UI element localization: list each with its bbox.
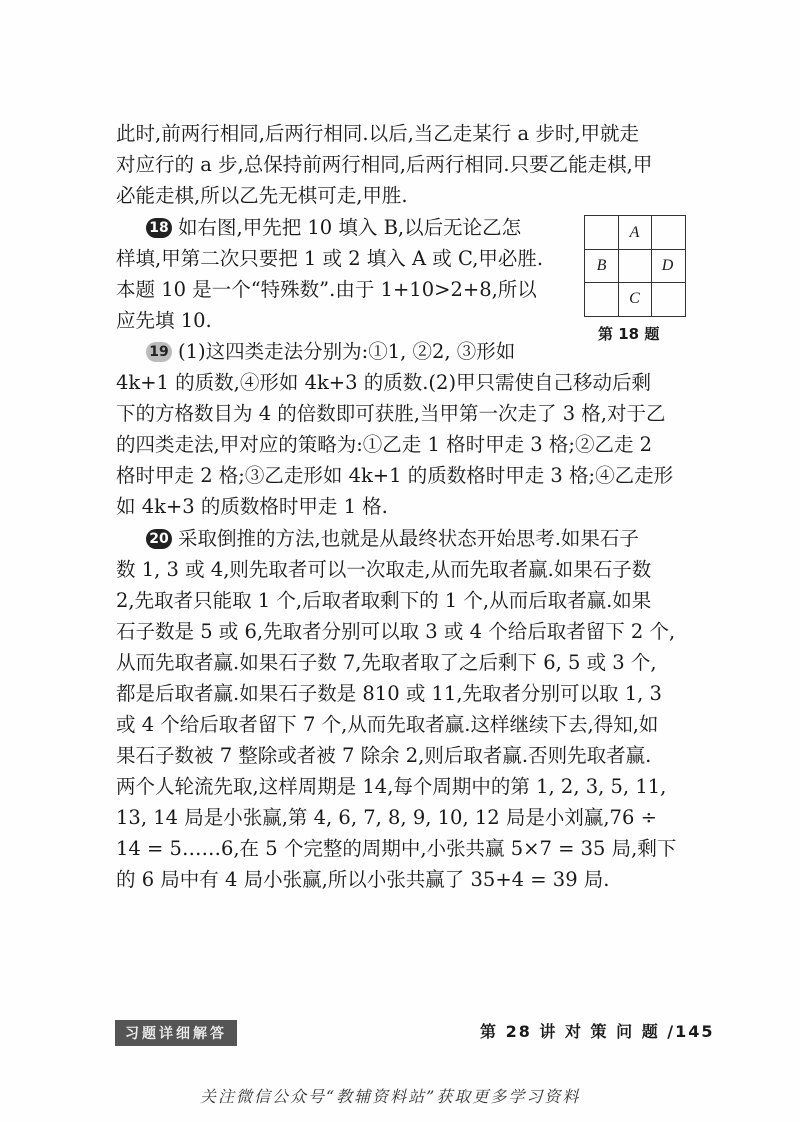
text-line: 13, 14 局是小张赢,第 4, 6, 7, 8, 9, 10, 12 局是小刘赢,76 ÷	[116, 806, 657, 829]
grid-label-d: D	[661, 256, 674, 274]
footer-chapter-page: 第 28 讲 对 策 问 题 /145	[480, 1022, 715, 1041]
text-line: 石子数是 5 或 6,先取者分别可以取 3 或 4 个给后取者留下 2 个,	[116, 620, 676, 643]
text-line: 采取倒推的方法,也就是从最终状态开始思考.如果石子	[178, 527, 639, 550]
text-line: 如 4k+3 的质数格时甲走 1 格.	[116, 495, 388, 518]
text-line: 14 = 5……6,在 5 个完整的周期中,小张共赢 5×7 = 35 局,剩下	[116, 837, 677, 860]
text-line: 本题 10 是一个“特殊数”.由于 1+10>2+8,所以	[116, 278, 537, 301]
text-line: 两个人轮流先取,这样周期是 14,每个周期中的第 1, 2, 3, 5, 11,	[116, 775, 667, 798]
text-line: 的 6 局中有 4 局小张赢,所以小张共赢了 35+4 = 39 局.	[116, 868, 610, 891]
text-line: 的四类走法,甲对应的策略为:①乙走 1 格时甲走 3 格;②乙走 2	[116, 433, 653, 456]
grid-label-b: B	[596, 256, 607, 274]
grid-figure	[584, 215, 686, 317]
text-line: 必能走棋,所以乙先无棋可走,甲胜.	[116, 184, 408, 207]
text-line: 此时,前两行相同,后两行相同.以后,当乙走某行 a 步时,甲就走	[116, 122, 640, 145]
text-line: 都是后取者赢.如果石子数是 810 或 11,先取者分别可以取 1, 3	[116, 682, 662, 705]
footer-section-tag: 习题详细解答	[115, 1020, 237, 1046]
figure-caption: 第 18 题	[598, 325, 660, 343]
text-line: (1)这四类走法分别为:①1, ②2, ③形如	[178, 340, 516, 363]
text-line: 或 4 个给后取者留下 7 个,从而先取者赢.这样继续下去,得知,如	[116, 713, 659, 736]
text-line: 样填,甲第二次只要把 1 或 2 填入 A 或 C,甲必胜.	[116, 247, 544, 270]
watermark-text: 关注微信公众号“教辅资料站”获取更多学习资料	[200, 1087, 581, 1106]
text-line: 2,先取者只能取 1 个,后取者取剩下的 1 个,从而后取者赢.如果	[116, 589, 652, 612]
text-line: 数 1, 3 或 4,则先取者可以一次取走,从而先取者赢.如果石子数	[116, 558, 652, 581]
problem-number-badge: 20	[146, 529, 172, 549]
text-line: 下的方格数目为 4 的倍数即可获胜,当甲第一次走了 3 格,对于乙	[116, 402, 666, 425]
text-line: 如右图,甲先把 10 填入 B,以后无论乙怎	[178, 216, 522, 239]
text-line: 格时甲走 2 格;③乙走形如 4k+1 的质数格时甲走 3 格;④乙走形	[116, 464, 674, 487]
grid-label-a: A	[629, 223, 640, 241]
text-line: 果石子数被 7 整除或者被 7 除余 2,则后取者赢.否则先取者赢.	[116, 744, 652, 767]
text-line: 对应行的 a 步,总保持前两行相同,后两行相同.只要乙能走棋,甲	[116, 153, 653, 176]
text-line: 从而先取者赢.如果石子数 7,先取者取了之后剩下 6, 5 或 3 个,	[116, 651, 657, 674]
problem-number-badge: 18	[146, 218, 172, 238]
text-line: 应先填 10.	[116, 309, 212, 332]
text-line: 4k+1 的质数,④形如 4k+3 的质数.(2)甲只需使自己移动后剩	[116, 371, 652, 394]
problem-number-badge: 19	[146, 342, 172, 362]
grid-label-c: C	[629, 289, 640, 307]
